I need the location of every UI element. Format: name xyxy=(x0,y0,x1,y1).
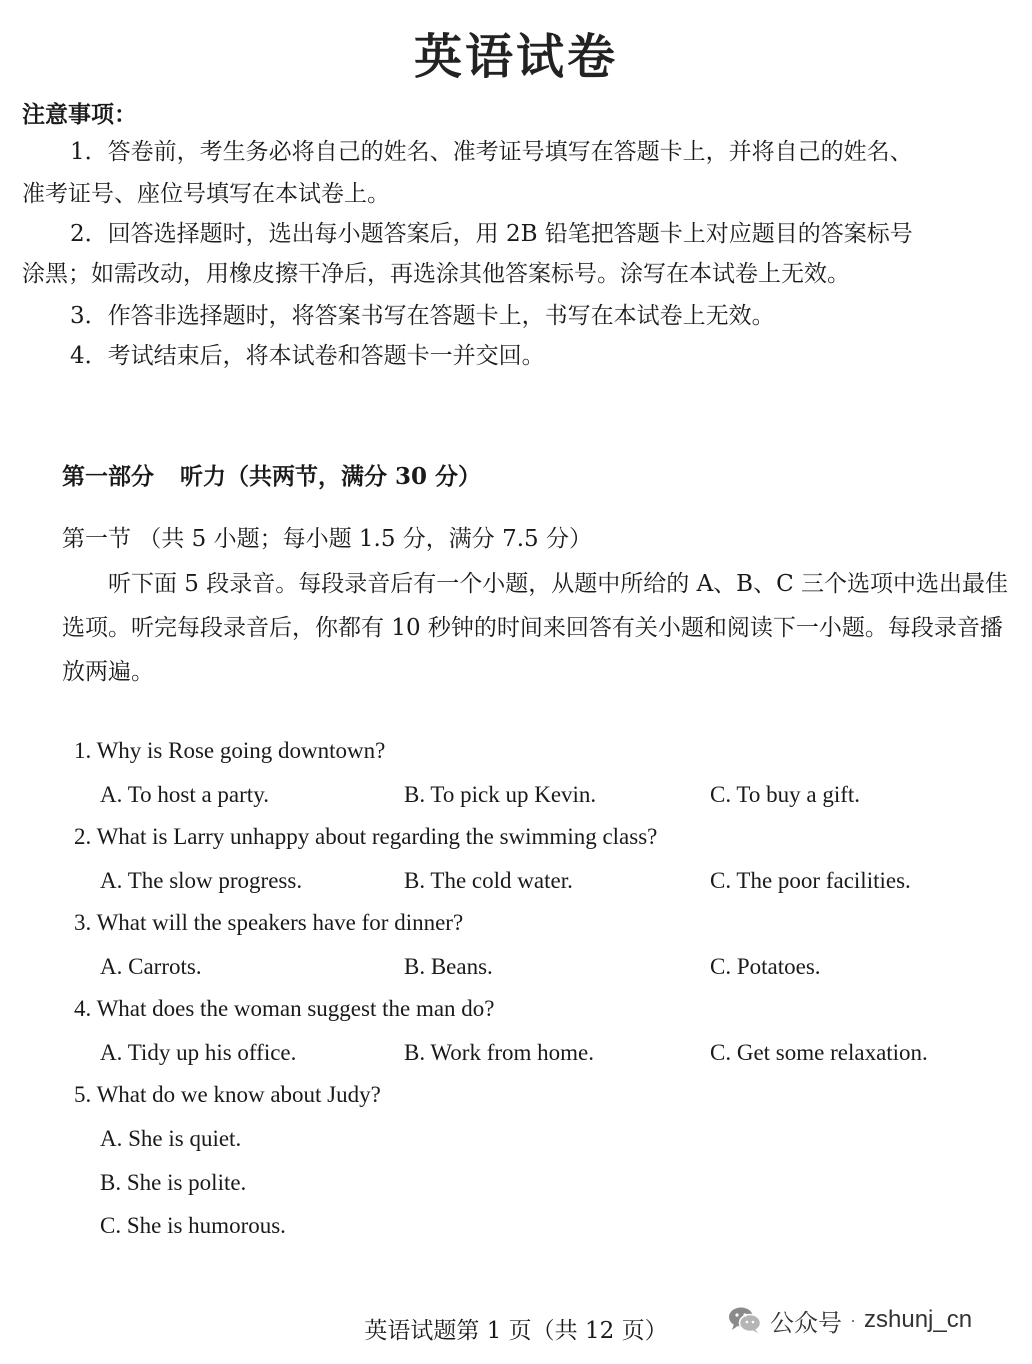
question-stem: 4. What does the woman suggest the man do? xyxy=(74,996,495,1021)
option-c: C. Potatoes. xyxy=(710,954,821,979)
notice-line: 3．作答非选择题时，将答案书写在答题卡上，书写在本试卷上无效。 xyxy=(70,303,775,329)
wechat-icon xyxy=(728,1306,762,1334)
option-c: C. Get some relaxation. xyxy=(710,1040,928,1065)
option-b: B. She is polite. xyxy=(100,1170,247,1195)
option-b: B. Work from home. xyxy=(404,1040,595,1065)
section-heading: 第一节 （共 5 小题；每小题 1.5 分，满分 7.5 分） xyxy=(62,526,592,552)
instructions-text: 听下面 5 段录音。每段录音后有一个小题，从题中所给的 A、B、C 三个选项中选出最佳选项。听完每段录音后，你都有 10 秒钟的时间来回答有关小题和阅读下一小题。每段录音播放两遍。 xyxy=(62,571,1008,685)
option-c: C. To buy a gift. xyxy=(710,782,861,807)
part-heading xyxy=(62,458,481,491)
watermark xyxy=(728,1302,972,1338)
notice-line: 4．考试结束后，将本试卷和答题卡一并交回。 xyxy=(70,343,545,369)
watermark-separator: · xyxy=(850,1309,856,1330)
option-b: B. To pick up Kevin. xyxy=(404,782,597,807)
option-a: A. The slow progress. xyxy=(100,868,303,893)
notice-line: 2．回答选择题时，选出每小题答案后，用 2B 铅笔把答题卡上对应题目的答案标号 xyxy=(70,221,913,247)
question-stem: 5. What do we know about Judy? xyxy=(74,1082,381,1107)
question-stem: 3. What will the speakers have for dinner? xyxy=(74,910,464,935)
notice-line: 准考证号、座位号填写在本试卷上。 xyxy=(22,181,390,207)
notice-line: 1．答卷前，考生务必将自己的姓名、准考证号填写在答题卡上，并将自己的姓名、 xyxy=(70,139,913,165)
option-c: C. The poor facilities. xyxy=(710,868,911,893)
option-a: A. She is quiet. xyxy=(100,1126,242,1151)
option-a: A. Carrots. xyxy=(100,954,202,979)
option-b: B. Beans. xyxy=(404,954,493,979)
option-c: C. She is humorous. xyxy=(100,1213,286,1238)
option-a: A. Tidy up his office. xyxy=(100,1040,297,1065)
notice-line: 涂黑；如需改动，用橡皮擦干净后，再选涂其他答案标号。涂写在本试卷上无效。 xyxy=(22,261,850,287)
notice-heading: 注意事项： xyxy=(22,101,137,128)
question-stem: 2. What is Larry unhappy about regarding the swimming class? xyxy=(74,824,658,849)
part-title: 听力（共两节，满分 30 分） xyxy=(180,463,482,490)
part-label: 第一部分 xyxy=(62,463,154,490)
page-footer: 英语试题第 1 页（共 12 页） xyxy=(364,1318,668,1344)
section-instructions xyxy=(62,562,1012,694)
watermark-label: 公众号 xyxy=(770,1309,842,1337)
watermark-account: zshunj_cn xyxy=(864,1306,973,1333)
page-title: 英语试卷 xyxy=(413,29,618,85)
option-b: B. The cold water. xyxy=(404,868,573,893)
question-stem: 1. Why is Rose going downtown? xyxy=(74,738,386,763)
option-a: A. To host a party. xyxy=(100,782,269,807)
